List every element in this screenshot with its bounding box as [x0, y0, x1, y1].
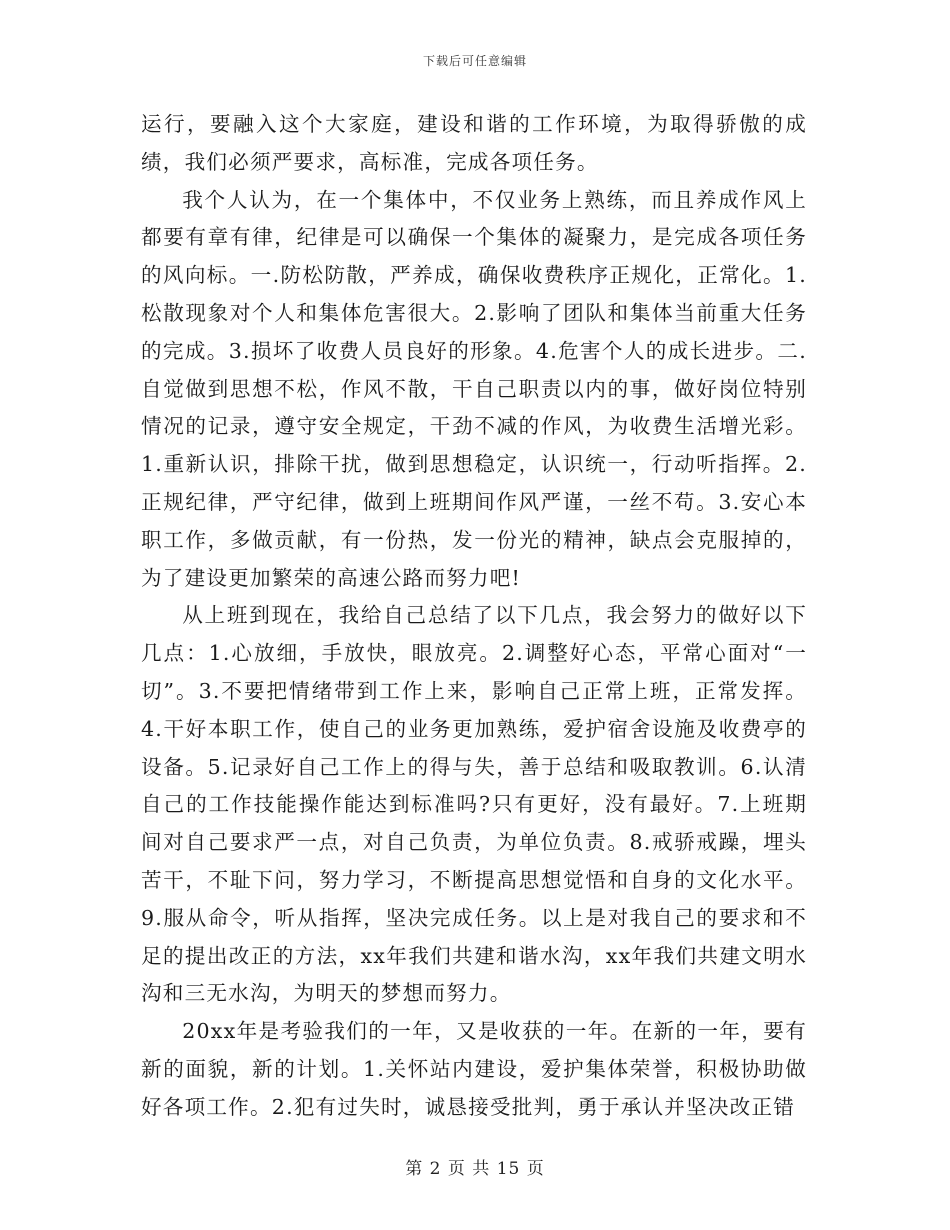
paragraph-3: 从上班到现在，我给自己总结了以下几点，我会努力的做好以下几点：1.心放细，手放快，眼放亮。2.调整好心态，平常心面对“一切”。3.不要把情绪带到工作上来，影响自己正常上班，正常发挥。4.干好本职工作，使自己的业务更加熟练，爱护宿舍设施及收费亭的设备。5.记录好自己工作上的得与失，善于总结和吸取教训。6.认清自己的工作技能操作能达到标准吗?只有更好，没有最好。7.上班期间对自己要求严一点，对自己负责，为单位负责。8.戒骄戒躁，埋头苦干，不耻下问，努力学习，不断提高思想觉悟和自身的文化水平。9.服从命令，听从指挥，坚决完成任务。以上是对我自己的要求和不足的提出改正的方法，xx年我们共建和谐水沟，xx年我们共建文明水沟和三无水沟，为明天的梦想而努力。: [141, 603, 807, 1006]
paragraph-1: 运行，要融入这个大家庭，建设和谐的工作环境，为取得骄傲的成绩，我们必须严要求，高标准，完成各项任务。: [141, 112, 807, 174]
page-number-footer: 第 2 页 共 15 页: [405, 1159, 545, 1179]
paragraph-4: 20xx年是考验我们的一年，又是收获的一年。在新的一年，要有新的面貌，新的计划。1.关怀站内建设，爱护集体荣誉，积极协助做好各项工作。2.犯有过失时，诚恳接受批判，勇于承认并坚决改正错: [141, 1019, 807, 1119]
document-body: [141, 106, 807, 1127]
page-header: 下载后可任意编辑: [422, 54, 527, 68]
paragraph-2: 我个人认为，在一个集体中，不仅业务上熟练，而且养成作风上都要有章有律，纪律是可以确保一个集体的凝聚力，是完成各项任务的风向标。一.防松防散，严养成，确保收费秩序正规化，正常化。1.松散现象对个人和集体危害很大。2.影响了团队和集体当前重大任务的完成。3.损坏了收费人员良好的形象。4.危害个人的成长进步。二.自觉做到思想不松，作风不散，干自己职责以内的事，做好岗位特别情况的记录，遵守安全规定，干劲不减的作风，为收费生活增光彩。1.重新认识，排除干扰，做到思想稳定，认识统一，行动听指挥。2.正规纪律，严守纪律，做到上班期间作风严谨，一丝不苟。3.安心本职工作，多做贡献，有一份热，发一份光的精神，缺点会克服掉的，为了建设更加繁荣的高速公路而努力吧!: [141, 187, 807, 590]
